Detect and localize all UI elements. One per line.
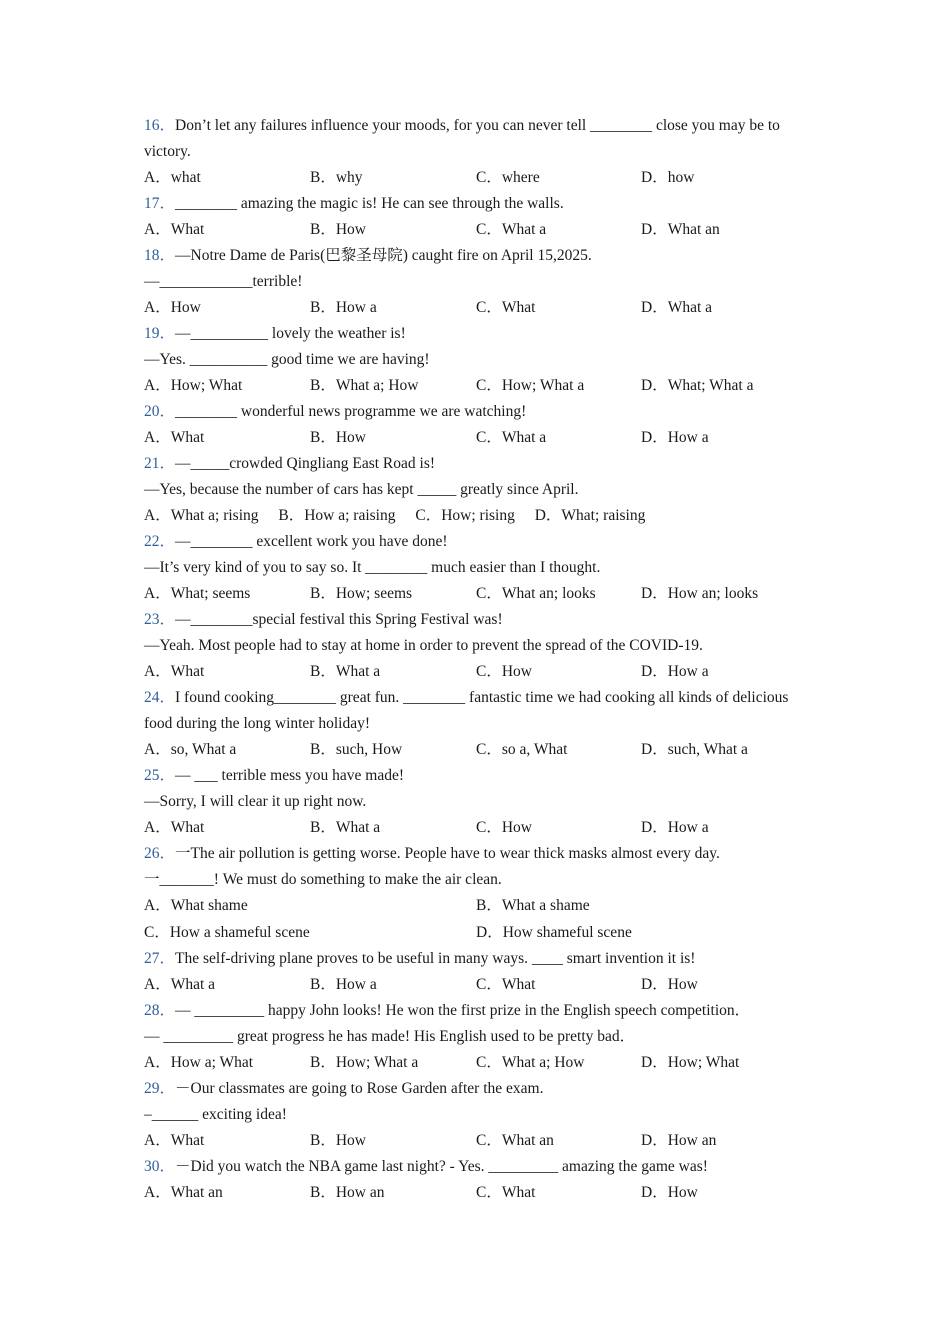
- options-row: [144, 920, 804, 947]
- question-stem: [144, 113, 804, 165]
- option-a[interactable]: A．so, What a: [144, 741, 237, 758]
- option-a[interactable]: A．What: [144, 429, 205, 446]
- stem-text: —________special festival this Spring Festival was!: [175, 611, 503, 628]
- option-c[interactable]: C．What a: [476, 429, 547, 446]
- dialogue-line: —Sorry, I will clear it up right now.: [144, 793, 367, 810]
- question-28: [144, 998, 804, 1076]
- option-b[interactable]: B．How: [310, 429, 366, 446]
- stem-text: —Notre Dame de Paris(巴黎圣母院) caught fire on April 15,2025.: [175, 247, 592, 264]
- options-row: [144, 1128, 804, 1154]
- option-c[interactable]: C．How; rising: [415, 507, 515, 524]
- options-row: [144, 737, 804, 763]
- options-row: [144, 425, 804, 451]
- option-a[interactable]: A．What: [144, 221, 205, 238]
- options-row: [144, 295, 804, 321]
- question-29: [144, 1076, 804, 1154]
- question-number: 30．: [144, 1158, 176, 1175]
- question-stem: [144, 998, 804, 1024]
- question-number: 25．: [144, 767, 176, 784]
- question-25: [144, 763, 804, 841]
- option-d[interactable]: D．What an: [641, 221, 720, 238]
- dialogue-line: —____________terrible!: [144, 273, 303, 290]
- option-c[interactable]: C．What: [476, 1184, 536, 1201]
- stem-text: I found cooking________ great fun. ________ fantastic time we had cooking all kinds of delicious food during the long winter holiday!: [144, 689, 789, 732]
- options-row: [144, 165, 804, 191]
- option-b[interactable]: B．How; What a: [310, 1054, 419, 1071]
- option-d[interactable]: D．How; What: [641, 1054, 740, 1071]
- stem-text: ________ wonderful news programme we are watching!: [175, 403, 527, 420]
- option-d[interactable]: D．What; What a: [641, 377, 754, 394]
- question-stem: [144, 191, 804, 217]
- question-22: [144, 529, 804, 607]
- question-number: 16．: [144, 117, 176, 134]
- options-row: [144, 373, 804, 399]
- option-a[interactable]: A．What an: [144, 1184, 223, 1201]
- dialogue-line: 一_______! We must do something to make the air clean.: [144, 871, 502, 888]
- stem-text: Don’t let any failures influence your moods, for you can never tell ________ close you may be to victory.: [144, 117, 780, 160]
- stem-text: －Our classmates are going to Rose Garden after the exam.: [175, 1080, 544, 1097]
- question-stem: [144, 607, 804, 633]
- option-b[interactable]: B．What a: [310, 663, 381, 680]
- option-b[interactable]: B．How a; raising: [278, 507, 396, 524]
- question-18: [144, 243, 804, 321]
- option-a[interactable]: A．What shame: [144, 897, 248, 914]
- question-stem: [144, 243, 804, 269]
- dialogue-line: —Yes. __________ good time we are having!: [144, 351, 430, 368]
- dialogue-line: —Yes, because the number of cars has kept _____ greatly since April.: [144, 481, 579, 498]
- question-stem: [144, 841, 804, 867]
- question-16: [144, 113, 804, 191]
- option-a[interactable]: A．What a: [144, 976, 216, 993]
- stem-text: 一The air pollution is getting worse. People have to wear thick masks almost every day.: [175, 845, 720, 862]
- question-27: [144, 946, 804, 998]
- option-c[interactable]: C．so a, What: [476, 741, 568, 758]
- option-d[interactable]: D．How: [641, 976, 698, 993]
- option-c[interactable]: C．What an; looks: [476, 585, 596, 602]
- option-b[interactable]: B．What a; How: [310, 377, 419, 394]
- option-b[interactable]: B．What a: [310, 819, 381, 836]
- option-b[interactable]: B．How: [310, 1132, 366, 1149]
- options-row: [144, 972, 804, 998]
- options-row: [144, 893, 804, 920]
- option-a[interactable]: A．What: [144, 819, 205, 836]
- question-stem: [144, 321, 804, 347]
- question-stem: [144, 685, 804, 737]
- option-b[interactable]: B．How a: [310, 299, 377, 316]
- option-c[interactable]: C．How; What a: [476, 377, 585, 394]
- option-a[interactable]: A．what: [144, 169, 201, 186]
- option-b[interactable]: B．How; seems: [310, 585, 413, 602]
- options-row: [144, 659, 804, 685]
- option-d[interactable]: D．How a: [641, 819, 709, 836]
- options-row: [144, 1180, 804, 1206]
- options-row: [144, 581, 804, 607]
- option-b[interactable]: B．why: [310, 169, 363, 186]
- dialogue-line: –______ exciting idea!: [144, 1106, 287, 1123]
- question-number: 24．: [144, 689, 176, 706]
- question-number: 17．: [144, 195, 176, 212]
- question-number: 27．: [144, 950, 176, 967]
- question-20: [144, 399, 804, 451]
- stem-text: The self-driving plane proves to be useful in many ways. ____ smart invention it is!: [175, 950, 696, 967]
- question-number: 28．: [144, 1002, 176, 1019]
- question-17: [144, 191, 804, 243]
- option-b[interactable]: B．How an: [310, 1184, 385, 1201]
- option-a[interactable]: A．What; seems: [144, 585, 251, 602]
- question-stem: [144, 1076, 804, 1102]
- option-a[interactable]: A．What a; rising: [144, 507, 259, 524]
- option-d[interactable]: D．such, What a: [641, 741, 748, 758]
- question-30: [144, 1154, 804, 1206]
- options-row: [144, 815, 804, 841]
- stem-text: —_____crowded Qingliang East Road is!: [175, 455, 436, 472]
- question-number: 29．: [144, 1080, 176, 1097]
- question-stem: [144, 529, 804, 555]
- question-number: 26．: [144, 845, 176, 862]
- question-number: 20．: [144, 403, 176, 420]
- option-d[interactable]: D．How a: [641, 429, 709, 446]
- question-list: [144, 113, 804, 1206]
- option-b[interactable]: B．How a: [310, 976, 377, 993]
- option-c[interactable]: C．What: [476, 299, 536, 316]
- question-21: [144, 451, 804, 529]
- option-d[interactable]: D．How shameful scene: [476, 923, 632, 941]
- stem-text: — ___ terrible mess you have made!: [175, 767, 405, 784]
- question-number: 22．: [144, 533, 176, 550]
- option-a[interactable]: A．How; What: [144, 377, 243, 394]
- option-a[interactable]: A．How: [144, 299, 201, 316]
- question-stem: [144, 399, 804, 425]
- question-stem: [144, 451, 804, 477]
- options-row: [144, 217, 804, 243]
- option-d[interactable]: D．What a: [641, 299, 713, 316]
- question-26: [144, 841, 804, 946]
- option-c[interactable]: C．How: [476, 819, 532, 836]
- option-a[interactable]: A．How a; What: [144, 1054, 254, 1071]
- options-row: [144, 503, 804, 529]
- option-c[interactable]: C．What an: [476, 1132, 554, 1149]
- question-stem: [144, 763, 804, 789]
- option-a[interactable]: A．What: [144, 663, 205, 680]
- question-number: 23．: [144, 611, 176, 628]
- option-b[interactable]: B．such, How: [310, 741, 403, 758]
- dialogue-line: — _________ great progress he has made! His English used to be pretty bad．: [144, 1028, 636, 1045]
- option-d[interactable]: D．How an; looks: [641, 585, 759, 602]
- option-c[interactable]: C．where: [476, 169, 540, 186]
- option-d[interactable]: D．how: [641, 169, 695, 186]
- question-23: [144, 607, 804, 685]
- option-a[interactable]: A．What: [144, 1132, 205, 1149]
- option-c[interactable]: C．What a; How: [476, 1054, 585, 1071]
- stem-text: —________ excellent work you have done!: [175, 533, 448, 550]
- option-b[interactable]: B．What a shame: [476, 897, 590, 914]
- question-24: [144, 685, 804, 763]
- option-c[interactable]: C．What: [476, 976, 536, 993]
- question-number: 18．: [144, 247, 176, 264]
- stem-text: — _________ happy John looks! He won the first prize in the English speech competition．: [175, 1002, 751, 1019]
- question-number: 21．: [144, 455, 176, 472]
- dialogue-line: —Yeah. Most people had to stay at home in order to prevent the spread of the COVID-19.: [144, 637, 703, 654]
- option-d[interactable]: D．How a: [641, 663, 709, 680]
- options-row: [144, 1050, 804, 1076]
- option-b[interactable]: B．How: [310, 221, 366, 238]
- question-stem: [144, 946, 804, 972]
- stem-text: －Did you watch the NBA game last night? - Yes. _________ amazing the game was!: [175, 1158, 708, 1175]
- stem-text: —__________ lovely the weather is!: [175, 325, 406, 342]
- stem-text: ________ amazing the magic is! He can see through the walls.: [175, 195, 564, 212]
- question-19: [144, 321, 804, 399]
- dialogue-line: —It’s very kind of you to say so. It ________ much easier than I thought.: [144, 559, 601, 576]
- question-stem: [144, 1154, 804, 1180]
- option-c[interactable]: C．How a shameful scene: [144, 923, 310, 941]
- question-number: 19．: [144, 325, 176, 342]
- option-d[interactable]: D．How: [641, 1184, 698, 1201]
- option-d[interactable]: D．What; raising: [534, 507, 646, 524]
- option-c[interactable]: C．What a: [476, 221, 547, 238]
- option-c[interactable]: C．How: [476, 663, 532, 680]
- option-d[interactable]: D．How an: [641, 1132, 717, 1149]
